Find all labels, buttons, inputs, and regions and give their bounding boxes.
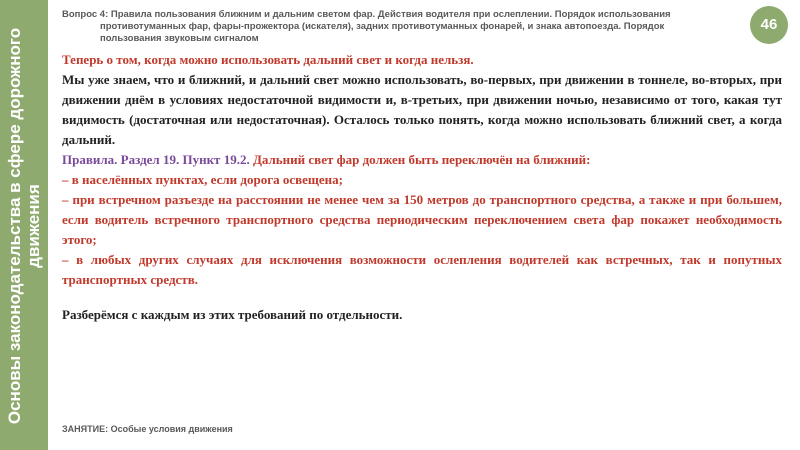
- rule-text: Дальний свет фар должен быть переключён на ближний:: [249, 152, 591, 167]
- content-heading: Теперь о том, когда можно использовать дальний свет и когда нельзя.: [62, 52, 474, 67]
- sidebar-title: Основы законодательства в сфере дорожного движения: [5, 27, 43, 425]
- rule-item-2: – при встречном разъезде на расстоянии не менее чем за 150 метров до транспортного средства, а также и при большем, если водитель встречного транспортного средства периодическим переключением света фар покажет необходимость этого;: [62, 192, 782, 247]
- footer: [62, 424, 233, 434]
- footer-topic: Особые условия движения: [108, 424, 233, 434]
- footer-label: ЗАНЯТИЕ:: [62, 424, 109, 434]
- question-line-2: противотуманных фар, фары-прожектора (искателя), задних противотуманных фонарей, и знака автопоезда. Порядок: [100, 21, 665, 32]
- rule-item-3: – в любых других случаях для исключения возможности ослепления водителей как встречных, так и попутных транспортных средств.: [62, 252, 782, 287]
- main-content: [62, 50, 782, 325]
- question-header: [62, 9, 712, 45]
- question-line-1: Вопрос 4: Правила пользования ближним и дальним светом фар. Действия водителя при ослеплении. Порядок использования: [62, 9, 671, 20]
- rule-item-1: – в населённых пунктах, если дорога освещена;: [62, 172, 343, 187]
- question-line-3: пользования звуковым сигналом: [100, 33, 259, 44]
- intro-paragraph: Мы уже знаем, что и ближний, и дальний свет можно использовать, во-первых, при движении в тоннеле, во-вторых, при движении днём в условиях недостаточной видимости и, в-третьих, при движении ночью, независимо от того, какая тут видимость (достаточная или недостаточная). Осталось только понять, когда можно использовать ближний свет, а когда дальний.: [62, 72, 782, 147]
- sidebar: [0, 0, 48, 450]
- conclusion-paragraph: Разберёмся с каждым из этих требований по отдельности.: [62, 307, 403, 322]
- slide-number-badge: 46: [750, 6, 788, 44]
- rule-paragraph: [62, 150, 782, 170]
- rule-reference: Правила. Раздел 19. Пункт 19.2.: [62, 152, 250, 167]
- spacer: [62, 290, 782, 305]
